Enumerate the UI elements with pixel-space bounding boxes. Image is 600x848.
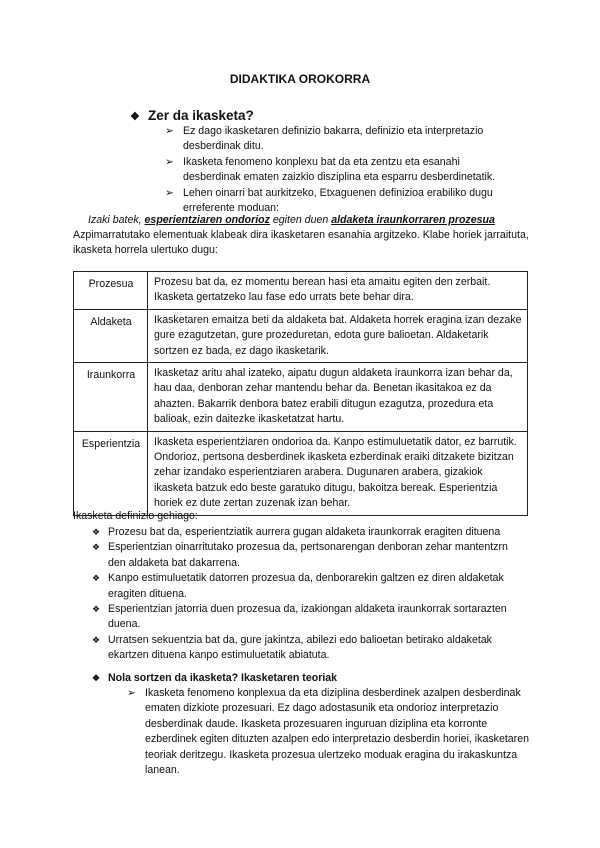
list-item-text: Esperientzian oinarritutako prozesua da, pertsonarengan denboran zehar mantentzrn den aldaketa bat dakarrena. [108, 541, 508, 569]
diamond-bullet-icon: ❖ [92, 527, 101, 537]
list-item [92, 602, 528, 633]
diamond-bullet-icon: ❖ [92, 604, 101, 615]
list-item [92, 525, 528, 540]
list-item [92, 540, 528, 571]
arrow-bullet-icon: ➢ [127, 687, 136, 699]
table-value: Ikasketaren emaitza beti da aldaketa bat. Aldaketa horrek eragina izan dezake gure ezagutzetan, gure prozeduretan, edota gure balioetan. Aldaketarik sortzen ez bada, ez dago ikasketarik. [148, 309, 528, 362]
quote-text: egiten duen [269, 214, 332, 226]
diamond-bullet-icon: ❖ [92, 573, 101, 584]
list-item-text: Prozesu bat da, esperientziatik aurrera gugan aldaketa iraunkorrak eragiten dituena [108, 526, 501, 538]
list-item [165, 186, 513, 217]
table-key: Esperientzia [74, 431, 148, 515]
paragraph-heading: Ikasketa definizio gehiago: [73, 510, 198, 522]
list-item-text: Esperientzian jatorria duen prozesua da, izakiongan aldaketa iraunkorrak sortarazten duena. [108, 603, 507, 631]
arrow-bullet-icon: ➢ [165, 125, 174, 137]
list-item-text: Ikasketa fenomeno konplexua da eta diziplina desberdinek azalpen desberdinak ematen dizkiote prozesuari. Ez dago adostasunik eta ondorioz interpretazio desberdinak daude. Ikasketa prozesuaren inguruan diziplina eta korronte ezberdinek egiten dituzten azalpen edo interpretazio desberdin horiei, ikasketaren teoriak deritzegu. Ikasketa prozesua ulertzeko moduak eragina du irakaskuntza lanean. [145, 687, 529, 777]
table-key: Iraunkorra [74, 363, 148, 432]
list-item [165, 124, 513, 155]
list-item-text: Ikasketa fenomeno konplexu bat da eta zentzu eta esanahi desberdinak ematen zaizkio disziplina eta esparru desberdinetatik. [183, 155, 496, 184]
diamond-bullet-icon: ❖ [92, 634, 101, 645]
list-item-text: Kanpo estimuluetatik datorren prozesua da, denborarekin galtzen ez diren aldaketak eragiten dituena. [108, 572, 504, 600]
arrow-bullet-icon: ➢ [165, 186, 174, 199]
table-value: Prozesu bat da, ez momentu berean hasi eta amaitu egiten den zerbait. Ikasketa gertatzeko lau fase edo urrats bete behar dira. [148, 272, 528, 310]
section-heading [92, 671, 338, 686]
list-item [92, 571, 528, 602]
list-item [92, 633, 528, 664]
list-item-text: Urratsen sekuentzia bat da, gure jakintza, abilezi edo balioetan betirako aldaketak ekartzen dituena kanpo estimuluetatik abiatuta. [108, 633, 492, 662]
section-heading-text: Zer da ikasketa? [148, 108, 254, 123]
arrow-list [165, 124, 513, 216]
definition-quote [88, 213, 528, 228]
document-title: DIDAKTIKA OROKORRA [229, 72, 371, 86]
section-heading-text: Nola sortzen da ikasketa? Ikasketaren teoriak [108, 672, 338, 684]
quote-emphasis: aldaketa iraunkorraren prozesua [331, 214, 495, 226]
table-row [74, 363, 528, 432]
arrow-list [127, 686, 530, 778]
table-value: Ikasketaz aritu ahal izateko, aipatu dugun aldaketa iraunkorra izan behar da, hau daa, denboran zehar mantendu behar da. Benetan ikasitakoa ez da ahazten. Bakarrik denbora batez erabili ditugun ezagutza, prozedura eta balioak, ezin daitezke ikasketatzat hartu. [148, 363, 528, 432]
definitions-list [92, 525, 528, 664]
quote-text: Izaki batek, [88, 214, 145, 226]
list-item [127, 686, 530, 778]
diamond-bullet-icon: ❖ [92, 542, 101, 553]
table-key: Aldaketa [74, 309, 148, 362]
diamond-bullet-icon: ❖ [92, 673, 101, 683]
table-value: Ikasketa esperientziaren ondorioa da. Kanpo estimuluetatik dator, ez barrutik. Ondorioz, pertsona desberdinek ikasketa ezberdinak eraiki ditzakete bizitzan zehar izandako esperientziaren arabera. Dugunaren arabera, gizakiok ikasketa batzuk edo beste garatuko ditugu, bakoitza bereak. Esperientzia horiek ez dute zertan zuzenak izan behar. [148, 431, 528, 515]
concepts-table [73, 271, 528, 516]
list-item [165, 155, 513, 186]
table-row [74, 309, 528, 362]
arrow-bullet-icon: ➢ [165, 155, 174, 168]
list-item-text: Lehen oinarri bat aurkitzeko, Etxaguenen definizioa erabiliko dugu erreferente moduan: [183, 186, 493, 215]
diamond-bullet-icon: ❖ [130, 111, 140, 123]
section-heading [130, 108, 254, 125]
table-row [74, 431, 528, 515]
table-key: Prozesua [74, 272, 148, 310]
quote-emphasis: esperientziaren ondorioz [144, 214, 270, 226]
paragraph: Azpimarratutako elementuak klabeak dira ikasketaren esanahia argitzeko. Klabe horiek jarraituta, ikasketa horrela ulertuko dugu: [73, 229, 529, 257]
table-row [74, 272, 528, 310]
list-item-text: Ez dago ikasketaren definizio bakarra, definizio eta interpretazio desberdinak ditu. [183, 125, 484, 153]
